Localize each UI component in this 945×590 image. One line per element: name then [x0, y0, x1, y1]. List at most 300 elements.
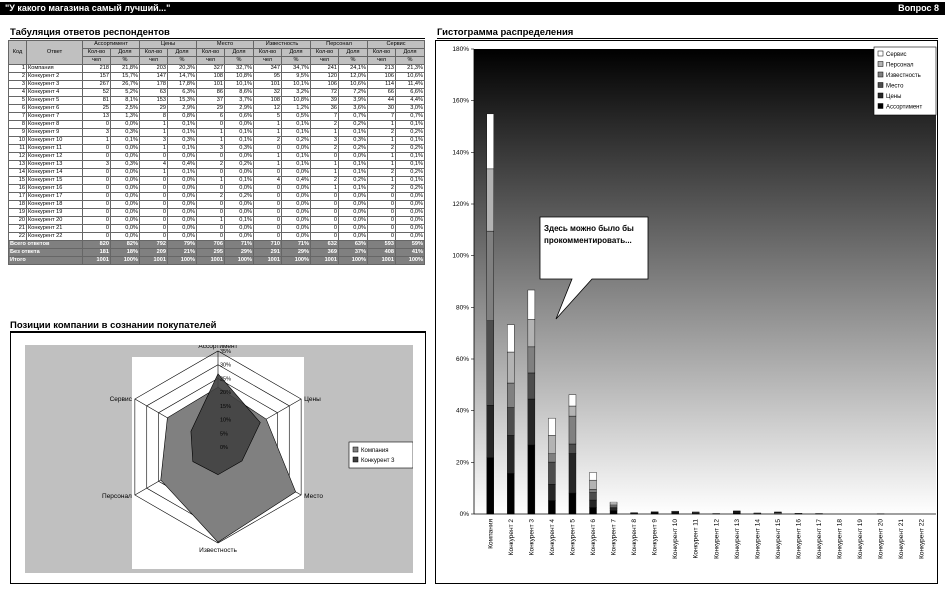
row-value: 0,0% [225, 209, 254, 217]
radar-plot-area [25, 345, 413, 573]
total-label: Всего ответов [9, 241, 83, 249]
group-header: Сервис [368, 41, 425, 49]
bar-segment [590, 500, 597, 507]
row-value: 2 [368, 185, 396, 193]
row-value: 0,0% [396, 217, 425, 225]
total-value: 1001 [311, 257, 339, 265]
row-value: 0,0% [225, 121, 254, 129]
row-value: 0 [311, 225, 339, 233]
row-value: 5 [254, 113, 282, 121]
row-value: 0,0% [225, 233, 254, 241]
bar-segment [548, 462, 555, 484]
total-row [9, 249, 425, 257]
x-category-label: Конкурент 7 [610, 519, 618, 556]
group-header: Ассортимент [83, 41, 140, 49]
x-category-label: Конкурент 14 [754, 519, 762, 559]
radar-tick-label: 20% [220, 390, 232, 397]
y-tick-label: 100% [452, 252, 469, 260]
y-tick-label: 120% [452, 201, 469, 208]
row-answer: Конкурент 2 [27, 73, 83, 81]
row-value: 0 [197, 169, 225, 177]
bar-segment [528, 399, 535, 445]
row-value: 1 [368, 137, 396, 145]
row-value: 0,0% [396, 193, 425, 201]
row-answer: Конкурент 15 [27, 177, 83, 185]
bar-segment [754, 513, 761, 514]
row-value: 327 [197, 65, 225, 73]
row-value: 0 [368, 201, 396, 209]
row-value: 0,1% [225, 137, 254, 145]
radar-tick-label: 10% [220, 417, 232, 424]
row-answer: Конкурент 14 [27, 169, 83, 177]
row-value: 0 [83, 153, 111, 161]
subheader-cell: Кол-во [140, 49, 168, 57]
unit-cell: чел [368, 57, 396, 65]
row-value: 0 [140, 177, 168, 185]
row-value: 1 [368, 177, 396, 185]
row-value: 0,0% [168, 185, 197, 193]
row-value: 3,0% [396, 105, 425, 113]
row-value: 0 [254, 217, 282, 225]
row-value: 2 [254, 137, 282, 145]
x-category-label: Конкурент 3 [528, 519, 536, 556]
unit-cell: % [339, 57, 368, 65]
row-value: 0 [83, 177, 111, 185]
row-value: 1 [254, 121, 282, 129]
row-value: 0,2% [339, 177, 368, 185]
row-value: 0,0% [282, 145, 311, 153]
row-value: 0 [254, 145, 282, 153]
row-value: 157 [83, 73, 111, 81]
radar-axis-label: Сервис [109, 396, 132, 403]
total-value: 291 [254, 249, 282, 257]
row-code: 8 [9, 121, 27, 129]
row-value: 0,1% [282, 121, 311, 129]
row-value: 1 [254, 129, 282, 137]
row-value: 0,0% [168, 193, 197, 201]
group-header: Место [197, 41, 254, 49]
bar-segment [590, 493, 597, 500]
row-value: 0 [254, 169, 282, 177]
row-value: 0,7% [339, 113, 368, 121]
bar-segment [569, 416, 576, 444]
row-value: 0 [83, 145, 111, 153]
row-value: 0,0% [168, 153, 197, 161]
bar-segment [816, 513, 823, 514]
row-value: 4 [254, 177, 282, 185]
row-value: 32 [254, 89, 282, 97]
row-value: 0,0% [111, 169, 140, 177]
subheader-cell: Кол-во [254, 49, 282, 57]
row-value: 0,0% [396, 233, 425, 241]
total-label: Итого [9, 257, 83, 265]
row-value: 0,1% [339, 161, 368, 169]
row-code: 15 [9, 177, 27, 185]
row-value: 2 [311, 121, 339, 129]
subheader-cell: Кол-во [83, 49, 111, 57]
table-row [9, 105, 425, 113]
row-value: 0,1% [282, 161, 311, 169]
y-tick-label: 40% [455, 407, 469, 415]
total-value: 29% [225, 249, 254, 257]
row-value: 0,4% [168, 161, 197, 169]
table-row [9, 145, 425, 153]
x-category-label: Конкурент 2 [507, 519, 515, 556]
row-value: 0,1% [396, 161, 425, 169]
total-value: 100% [282, 257, 311, 265]
y-tick-label: 80% [455, 304, 469, 312]
row-value: 34,7% [282, 65, 311, 73]
total-value: 100% [339, 257, 368, 265]
row-value: 81 [83, 97, 111, 105]
row-value: 0 [140, 217, 168, 225]
bar-segment [590, 480, 597, 489]
row-value: 0,3% [225, 145, 254, 153]
row-value: 2 [368, 169, 396, 177]
question-number: Вопрос 8 [898, 3, 939, 13]
histogram-legend-label: Известность [886, 73, 921, 79]
row-value: 1 [311, 129, 339, 137]
row-value: 1 [254, 161, 282, 169]
row-value: 1 [83, 137, 111, 145]
row-value: 0 [311, 217, 339, 225]
subheader-cell: Кол-во [197, 49, 225, 57]
row-value: 0,0% [282, 225, 311, 233]
row-answer: Конкурент 11 [27, 145, 83, 153]
header-bar [0, 2, 945, 15]
row-value: 0,0% [282, 209, 311, 217]
row-value: 2 [368, 145, 396, 153]
row-value: 0,2% [396, 145, 425, 153]
row-value: 1,2% [282, 105, 311, 113]
row-value: 9,5% [282, 73, 311, 81]
row-answer: Конкурент 12 [27, 153, 83, 161]
row-value: 8,6% [225, 89, 254, 97]
row-answer: Конкурент 18 [27, 201, 83, 209]
bar-segment [569, 454, 576, 494]
row-answer: Конкурент 4 [27, 89, 83, 97]
row-value: 3,7% [225, 97, 254, 105]
bar-segment [528, 319, 535, 346]
row-value: 29 [197, 105, 225, 113]
row-value: 3 [311, 137, 339, 145]
row-value: 0,0% [282, 217, 311, 225]
row-value: 72 [311, 89, 339, 97]
radar-legend-label: Конкурент 3 [361, 458, 395, 464]
radar-axis-label: Ассортимент [198, 345, 238, 350]
row-value: 114 [368, 81, 396, 89]
row-value: 0,0% [111, 145, 140, 153]
subheader-cell: Доля [225, 49, 254, 57]
histogram-chart [436, 41, 939, 585]
row-code: 18 [9, 201, 27, 209]
row-value: 8 [140, 113, 168, 121]
row-value: 120 [311, 73, 339, 81]
row-answer: Конкурент 21 [27, 225, 83, 233]
row-value: 4,4% [396, 97, 425, 105]
bar-segment [528, 373, 535, 399]
row-code: 10 [9, 137, 27, 145]
row-value: 0 [311, 233, 339, 241]
bar-segment [528, 347, 535, 373]
radar-legend-swatch [353, 447, 358, 452]
row-value: 1 [140, 121, 168, 129]
row-value: 0 [368, 209, 396, 217]
table-row [9, 225, 425, 233]
row-value: 0 [140, 193, 168, 201]
bar-segment [548, 418, 555, 435]
total-value: 1001 [140, 257, 168, 265]
row-value: 0,0% [282, 233, 311, 241]
y-tick-label: 160% [452, 97, 469, 105]
bar-segment [569, 406, 576, 416]
row-value: 5,2% [111, 89, 140, 97]
row-value: 0 [140, 185, 168, 193]
total-label: Без ответа [9, 249, 83, 257]
row-value: 178 [140, 81, 168, 89]
row-value: 1 [140, 145, 168, 153]
bar-segment [507, 435, 514, 473]
row-value: 1 [368, 153, 396, 161]
radar-chart-frame [10, 332, 426, 584]
x-category-label: Компания [487, 519, 495, 549]
bar-segment [487, 114, 494, 169]
row-value: 0,3% [111, 129, 140, 137]
row-answer: Конкурент 10 [27, 137, 83, 145]
row-value: 0,0% [339, 193, 368, 201]
total-value: 1001 [254, 257, 282, 265]
row-answer: Конкурент 7 [27, 113, 83, 121]
row-value: 6,6% [396, 89, 425, 97]
row-value: 4 [140, 161, 168, 169]
row-value: 7 [368, 113, 396, 121]
row-value: 24,1% [339, 65, 368, 73]
row-value: 0,2% [339, 121, 368, 129]
x-category-label: Конкурент 13 [733, 519, 741, 559]
radar-tick-label: 15% [220, 403, 232, 410]
row-value: 0,1% [396, 153, 425, 161]
row-value: 1 [311, 161, 339, 169]
table-title: Табуляция ответов респондентов [10, 27, 170, 38]
row-value: 2 [197, 193, 225, 201]
row-answer: Конкурент 5 [27, 97, 83, 105]
radar-tick-label: 5% [220, 431, 228, 438]
row-value: 2,5% [111, 105, 140, 113]
table-row [9, 89, 425, 97]
total-value: 59% [396, 241, 425, 249]
total-value: 79% [168, 241, 197, 249]
row-value: 1 [311, 169, 339, 177]
x-category-label: Конкурент 11 [692, 519, 700, 559]
row-value: 32,7% [225, 65, 254, 73]
row-value: 13 [83, 113, 111, 121]
row-value: 20,3% [168, 65, 197, 73]
radar-tick-label: 0% [220, 445, 228, 451]
row-value: 0,5% [282, 113, 311, 121]
unit-cell: % [282, 57, 311, 65]
unit-cell: % [225, 57, 254, 65]
row-value: 0 [368, 225, 396, 233]
bar-segment [507, 473, 514, 514]
bar-segment [507, 383, 514, 408]
row-value: 0,1% [339, 169, 368, 177]
survey-question-title: "У какого магазина самый лучший..." [5, 3, 171, 13]
row-value: 3,9% [339, 97, 368, 105]
table-row [9, 137, 425, 145]
y-tick-label: 0% [459, 511, 469, 518]
radar-tick-label: 25% [220, 376, 232, 383]
bar-segment [590, 472, 597, 480]
row-value: 3,2% [282, 89, 311, 97]
row-value: 0,0% [168, 217, 197, 225]
row-value: 86 [197, 89, 225, 97]
row-value: 106 [368, 73, 396, 81]
row-value: 0 [254, 201, 282, 209]
table-row [9, 233, 425, 241]
total-value: 295 [197, 249, 225, 257]
row-value: 0,1% [282, 129, 311, 137]
row-value: 0 [197, 121, 225, 129]
row-code: 6 [9, 105, 27, 113]
bar-segment [507, 352, 514, 383]
total-value: 18% [111, 249, 140, 257]
table-row [9, 177, 425, 185]
row-value: 0,0% [396, 225, 425, 233]
radar-axis-label: Цены [304, 396, 321, 403]
y-tick-label: 140% [452, 149, 469, 157]
row-value: 1 [311, 185, 339, 193]
row-value: 0,7% [396, 113, 425, 121]
x-category-label: Конкурент 6 [590, 519, 597, 556]
bar-segment [569, 395, 576, 406]
callout-text-line: Здесь можно было бы [544, 224, 634, 233]
row-answer: Конкурент 17 [27, 193, 83, 201]
row-value: 0 [83, 225, 111, 233]
row-value: 0 [368, 217, 396, 225]
row-value: 0,0% [225, 185, 254, 193]
row-value: 0,0% [168, 209, 197, 217]
table-row [9, 65, 425, 73]
subheader-cell: Доля [111, 49, 140, 57]
row-value: 0 [311, 193, 339, 201]
row-value: 7 [311, 113, 339, 121]
row-value: 3,6% [339, 105, 368, 113]
row-value: 0,4% [282, 177, 311, 185]
row-value: 0,0% [111, 201, 140, 209]
histogram-legend-swatch [878, 62, 883, 67]
row-value: 0 [83, 217, 111, 225]
row-value: 108 [254, 97, 282, 105]
table-row [9, 129, 425, 137]
histogram-legend-swatch [878, 83, 883, 88]
row-value: 0 [254, 225, 282, 233]
histogram-legend-swatch [878, 104, 883, 109]
row-value: 15,3% [168, 97, 197, 105]
row-value: 0,0% [111, 177, 140, 185]
row-code: 3 [9, 81, 27, 89]
row-value: 63 [140, 89, 168, 97]
row-value: 241 [311, 65, 339, 73]
total-value: 71% [282, 241, 311, 249]
histogram-legend-label: Ассортимент [886, 104, 923, 111]
row-value: 153 [140, 97, 168, 105]
row-value: 101 [197, 81, 225, 89]
table-row [9, 161, 425, 169]
table-row [9, 153, 425, 161]
row-value: 0 [197, 233, 225, 241]
row-code: 19 [9, 209, 27, 217]
row-value: 0,0% [282, 169, 311, 177]
table-row [9, 217, 425, 225]
total-value: 29% [282, 249, 311, 257]
row-value: 2,9% [225, 105, 254, 113]
row-value: 0,0% [339, 153, 368, 161]
x-category-label: Конкурент 15 [774, 519, 782, 559]
row-value: 2,9% [168, 105, 197, 113]
bar-segment [487, 321, 494, 405]
histogram-title: Гистограмма распределения [437, 27, 574, 38]
row-value: 7,2% [339, 89, 368, 97]
row-code: 17 [9, 193, 27, 201]
histogram-plot-area [474, 49, 936, 514]
table-title-underline [10, 38, 425, 39]
subheader-cell: Доля [282, 49, 311, 57]
total-value: 209 [140, 249, 168, 257]
row-value: 0 [254, 233, 282, 241]
row-value: 0,1% [111, 137, 140, 145]
subheader-cell: Доля [396, 49, 425, 57]
row-value: 0 [140, 209, 168, 217]
y-tick-label: 20% [455, 459, 469, 467]
subheader-cell: Кол-во [368, 49, 396, 57]
table-row [9, 201, 425, 209]
total-value: 706 [197, 241, 225, 249]
total-value: 792 [140, 241, 168, 249]
row-value: 0,0% [339, 201, 368, 209]
row-code: 4 [9, 89, 27, 97]
row-value: 0,1% [396, 177, 425, 185]
row-value: 21,8% [111, 65, 140, 73]
unit-cell: чел [83, 57, 111, 65]
row-value: 347 [254, 65, 282, 73]
x-category-label: Конкурент 8 [631, 519, 639, 556]
tabulation-table [8, 40, 425, 265]
row-value: 218 [83, 65, 111, 73]
histogram-legend-swatch [878, 93, 883, 98]
unit-cell: % [396, 57, 425, 65]
row-value: 0 [311, 209, 339, 217]
row-value: 30 [368, 105, 396, 113]
total-value: 408 [368, 249, 396, 257]
row-value: 8,1% [111, 97, 140, 105]
x-category-label: Конкурент 16 [795, 519, 803, 559]
row-value: 3 [140, 137, 168, 145]
row-value: 0,1% [339, 129, 368, 137]
total-value: 710 [254, 241, 282, 249]
row-value: 0,0% [225, 225, 254, 233]
row-answer: Конкурент 20 [27, 217, 83, 225]
row-value: 44 [368, 97, 396, 105]
row-value: 0,1% [168, 129, 197, 137]
row-value: 0,0% [339, 233, 368, 241]
y-tick-label: 180% [452, 46, 469, 53]
radar-axis-label: Место [304, 493, 324, 500]
row-value: 1,3% [111, 113, 140, 121]
bar-segment [610, 502, 617, 504]
table-row [9, 193, 425, 201]
row-value: 0,0% [168, 177, 197, 185]
row-value: 1 [254, 153, 282, 161]
